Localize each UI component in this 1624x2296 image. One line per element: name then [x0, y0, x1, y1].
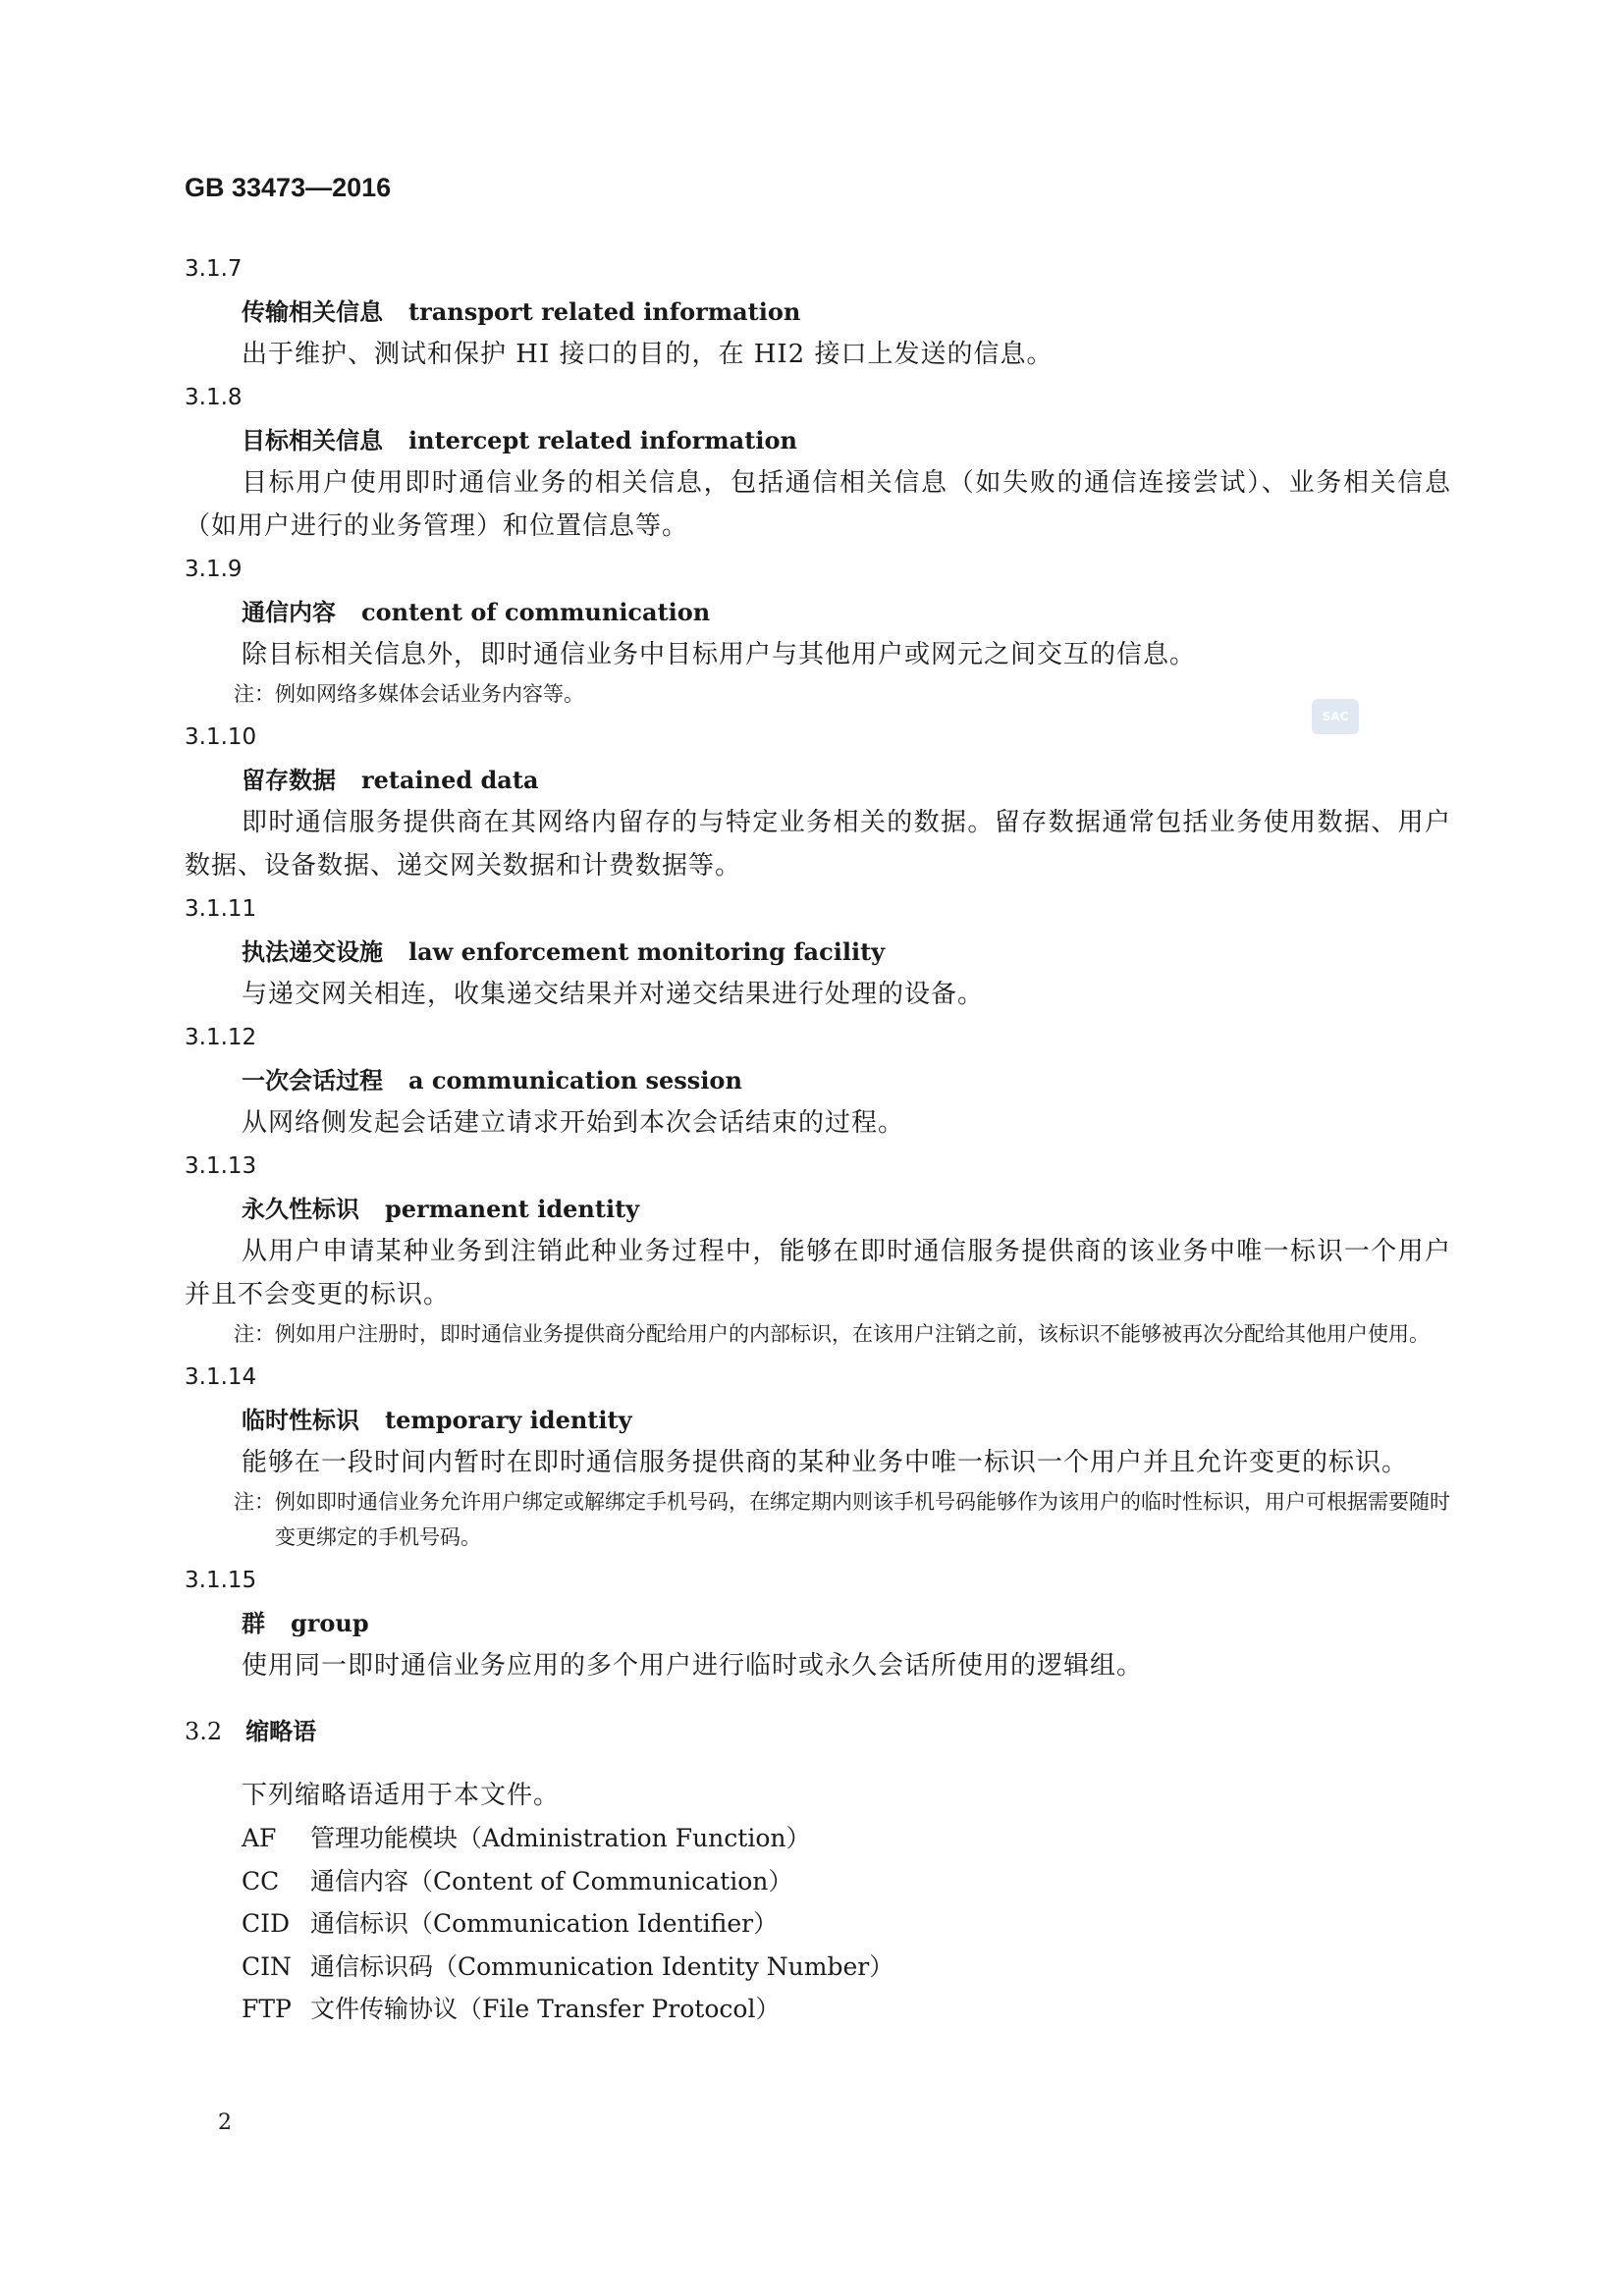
section-number: 3.2 [185, 1718, 223, 1745]
abbreviation-code: AF [242, 1824, 277, 1852]
abbreviation-code: CID [242, 1909, 291, 1938]
term-zh: 传输相关信息 [242, 297, 383, 326]
definition-entry [185, 548, 1451, 716]
clause-number: 3.1.12 [185, 1025, 257, 1050]
definition-text: 从用户申请某种业务到注销此种业务过程中，能够在即时通信服务提供商的该业务中唯一标识一个用户并且不会变更的标识。 [185, 1237, 1451, 1309]
sac-watermark: SAC [1312, 699, 1359, 734]
definition-text: 出于维护、测试和保护 HI 接口的目的，在 HI2 接口上发送的信息。 [242, 340, 1054, 369]
term [242, 931, 1451, 973]
term [242, 1602, 1451, 1644]
definition-text: 除目标相关信息外，即时通信业务中目标用户与其他用户或网元之间交互的信息。 [242, 640, 1197, 669]
term-zh: 执法递交设施 [242, 937, 383, 966]
note-text: 例如即时通信业务允许用户绑定或解绑定手机号码，在绑定期内则该手机号码能够作为该用户的临时性标识，用户可根据需要随时变更绑定的手机号码。 [275, 1490, 1450, 1549]
note-label: 注： [234, 1322, 275, 1346]
term-en: intercept related information [408, 426, 797, 454]
note [234, 1316, 1451, 1356]
note [234, 1484, 1451, 1559]
definition-entry [185, 1559, 1451, 1687]
clause-number: 3.1.14 [185, 1364, 257, 1390]
term-zh: 一次会话过程 [242, 1066, 383, 1095]
term-zh: 永久性标识 [242, 1195, 359, 1223]
term-en: group [291, 1609, 369, 1637]
term-en: temporary identity [385, 1406, 632, 1434]
abbreviation-code: FTP [242, 1995, 292, 2023]
term-en: law enforcement monitoring facility [408, 937, 886, 966]
note-text: 例如用户注册时，即时通信业务提供商分配给用户的内部标识，在该用户注销之前，该标识不能够被再次分配给其他用户使用。 [275, 1322, 1430, 1346]
term [242, 759, 1451, 801]
term [242, 1399, 1451, 1441]
term-zh: 群 [242, 1609, 265, 1637]
page-number: 2 [218, 2110, 232, 2135]
definition-entry [185, 716, 1451, 887]
definition-text: 从网络侧发起会话建立请求开始到本次会话结束的过程。 [242, 1108, 905, 1138]
note [234, 676, 1451, 716]
clause-number: 3.1.8 [185, 385, 243, 410]
term [242, 591, 1451, 633]
definition-text: 即时通信服务提供商在其网络内留存的与特定业务相关的数据。留存数据通常包括业务使用数据、用户数据、设备数据、递交网关数据和计费数据等。 [185, 808, 1451, 881]
abbreviation-code: CC [242, 1866, 280, 1896]
definition-text: 目标用户使用即时通信业务的相关信息，包括通信相关信息（如失败的通信连接尝试）、业务相关信息（如用户进行的业务管理）和位置信息等。 [185, 468, 1451, 541]
term [242, 291, 1451, 333]
definition-entry [185, 247, 1451, 376]
abbreviation-desc: 通信标识码（Communication Identity Number） [310, 1951, 894, 1981]
abbreviation-code: CIN [242, 1951, 292, 1981]
page-content [185, 247, 1451, 2031]
abbreviation-desc: 通信内容（Content of Communication） [310, 1866, 793, 1896]
section-heading [185, 1709, 1451, 1754]
clause-number: 3.1.15 [185, 1568, 257, 1593]
abbreviation-item [242, 1860, 1451, 1903]
clause-number: 3.1.10 [185, 724, 257, 750]
definition-entry [185, 1145, 1451, 1356]
clause-number: 3.1.7 [185, 256, 243, 282]
clause-number: 3.1.11 [185, 896, 257, 922]
term-en: a communication session [408, 1066, 742, 1095]
abbreviation-desc: 通信标识（Communication Identifier） [310, 1909, 779, 1938]
term-en: content of communication [361, 598, 711, 626]
term-zh: 临时性标识 [242, 1406, 359, 1434]
definition-entry [185, 887, 1451, 1016]
term-en: retained data [361, 766, 539, 794]
abbreviation-desc: 文件传输协议（File Transfer Protocol） [310, 1995, 781, 2023]
note-label: 注： [234, 1490, 275, 1514]
abbreviation-item [242, 1902, 1451, 1946]
definition-text: 能够在一段时间内暂时在即时通信服务提供商的某种业务中唯一标识一个用户并且允许变更的标识。 [242, 1448, 1409, 1477]
term-zh: 留存数据 [242, 766, 336, 794]
term [242, 1188, 1451, 1230]
abbreviation-item [242, 1817, 1451, 1860]
abbreviation-desc: 管理功能模块（Administration Function） [310, 1824, 811, 1852]
term-en: transport related information [408, 297, 801, 326]
definition-entry [185, 376, 1451, 548]
abbreviation-item [242, 1946, 1451, 1989]
section-intro: 下列缩略语适用于本文件。 [242, 1781, 561, 1810]
abbreviation-item [242, 1988, 1451, 2031]
term-zh: 通信内容 [242, 598, 336, 626]
section-title: 缩略语 [245, 1717, 317, 1745]
term [242, 1059, 1451, 1101]
term [242, 419, 1451, 461]
definition-text: 与递交网关相连，收集递交结果并对递交结果进行处理的设备。 [242, 980, 985, 1009]
definition-entry [185, 1016, 1451, 1145]
term-zh: 目标相关信息 [242, 426, 383, 454]
definition-text: 使用同一即时通信业务应用的多个用户进行临时或永久会话所使用的逻辑组。 [242, 1651, 1144, 1681]
clause-number: 3.1.9 [185, 557, 243, 582]
document-code: GB 33473—2016 [185, 173, 392, 202]
note-text: 例如网络多媒体会话业务内容等。 [275, 682, 584, 706]
clause-number: 3.1.13 [185, 1153, 257, 1179]
note-label: 注： [234, 682, 275, 706]
term-en: permanent identity [385, 1195, 640, 1223]
definition-entry [185, 1356, 1451, 1559]
